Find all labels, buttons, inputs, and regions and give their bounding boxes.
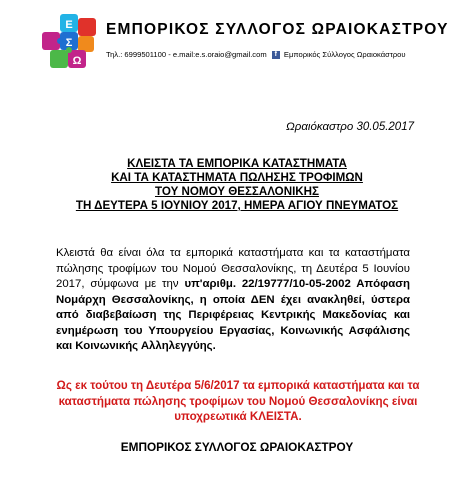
closure-notice: Ως εκ τούτου τη Δευτέρα 5/6/2017 τα εμπορικά καταστήματα και τα καταστήματα πώλησης τροφίμων του Νομού Θεσσαλονίκης είναι υποχρεωτικά ΚΛΕΙΣΤΑ. xyxy=(56,379,420,423)
document-title xyxy=(0,157,474,213)
organization-name: ΕΜΠΟΡΙΚΟΣ ΣΥΛΛΟΓΟΣ ΩΡΑΙΟΚΑΣΤΡΟΥ xyxy=(106,21,449,38)
puzzle-logo-icon xyxy=(38,12,100,74)
body-text-bold: υπ'αριθμ. 22/19777/10-05-2002 Απόφαση Νομάρχη Θεσσαλονίκης, η οποία ΔΕΝ έχει ανακληθεί, ύστερα από διαβεβαίωση της Περιφέρειας Κεντρικής Μακεδονίας και ενημέρωση του Υπουργείου Εργασίας, Κοινωνικής Ασφάλισης και Κοινωνικής Αλληλεγγύης. xyxy=(56,278,411,352)
title-line: ΤΗ ΔΕΥΤΕΡΑ 5 ΙΟΥΝΙΟΥ 2017, ΗΜΕΡΑ ΑΓΙΟΥ ΠΝΕΥΜΑΤΟΣ xyxy=(75,199,399,212)
body-text: Κλειστά θα είναι όλα τα εμπορικά καταστήματα και τα καταστήματα πώλησης τροφίμων του Νομού Θεσσαλονίκης, τη Δευτέρα 5 Ιουνίου 2017, σύμφωνα με την xyxy=(56,247,410,290)
contact-phone-email: Τηλ.: 6999501100 - e.mail:e.s.oraio@gmail.com xyxy=(106,50,267,59)
logo-letter: Σ xyxy=(65,37,73,49)
logo-letter: Ω xyxy=(72,55,82,67)
contact-facebook: Εμπορικός Σύλλογος Ωραιοκάστρου xyxy=(283,50,406,59)
document-date: Ωραιόκαστρο 30.05.2017 xyxy=(286,121,414,133)
title-line: ΤΟΥ ΝΟΜΟΥ ΘΕΣΣΑΛΟΝΙΚΗΣ xyxy=(155,185,319,198)
contact-line xyxy=(106,50,406,59)
title-line: ΚΑΙ ΤΑ ΚΑΤΑΣΤΗΜΑΤΑ ΠΩΛΗΣΗΣ ΤΡΟΦΙΜΩΝ xyxy=(111,171,363,184)
facebook-icon: f xyxy=(272,51,280,59)
title-line: ΚΛΕΙΣΤΑ ΤΑ ΕΜΠΟΡΙΚΑ ΚΑΤΑΣΤΗΜΑΤΑ xyxy=(127,157,347,170)
body-paragraph xyxy=(56,246,410,355)
signature: ΕΜΠΟΡΙΚΟΣ ΣΥΛΛΟΓΟΣ ΩΡΑΙΟΚΑΣΤΡΟΥ xyxy=(120,440,354,454)
logo-letter: Ε xyxy=(65,19,73,31)
